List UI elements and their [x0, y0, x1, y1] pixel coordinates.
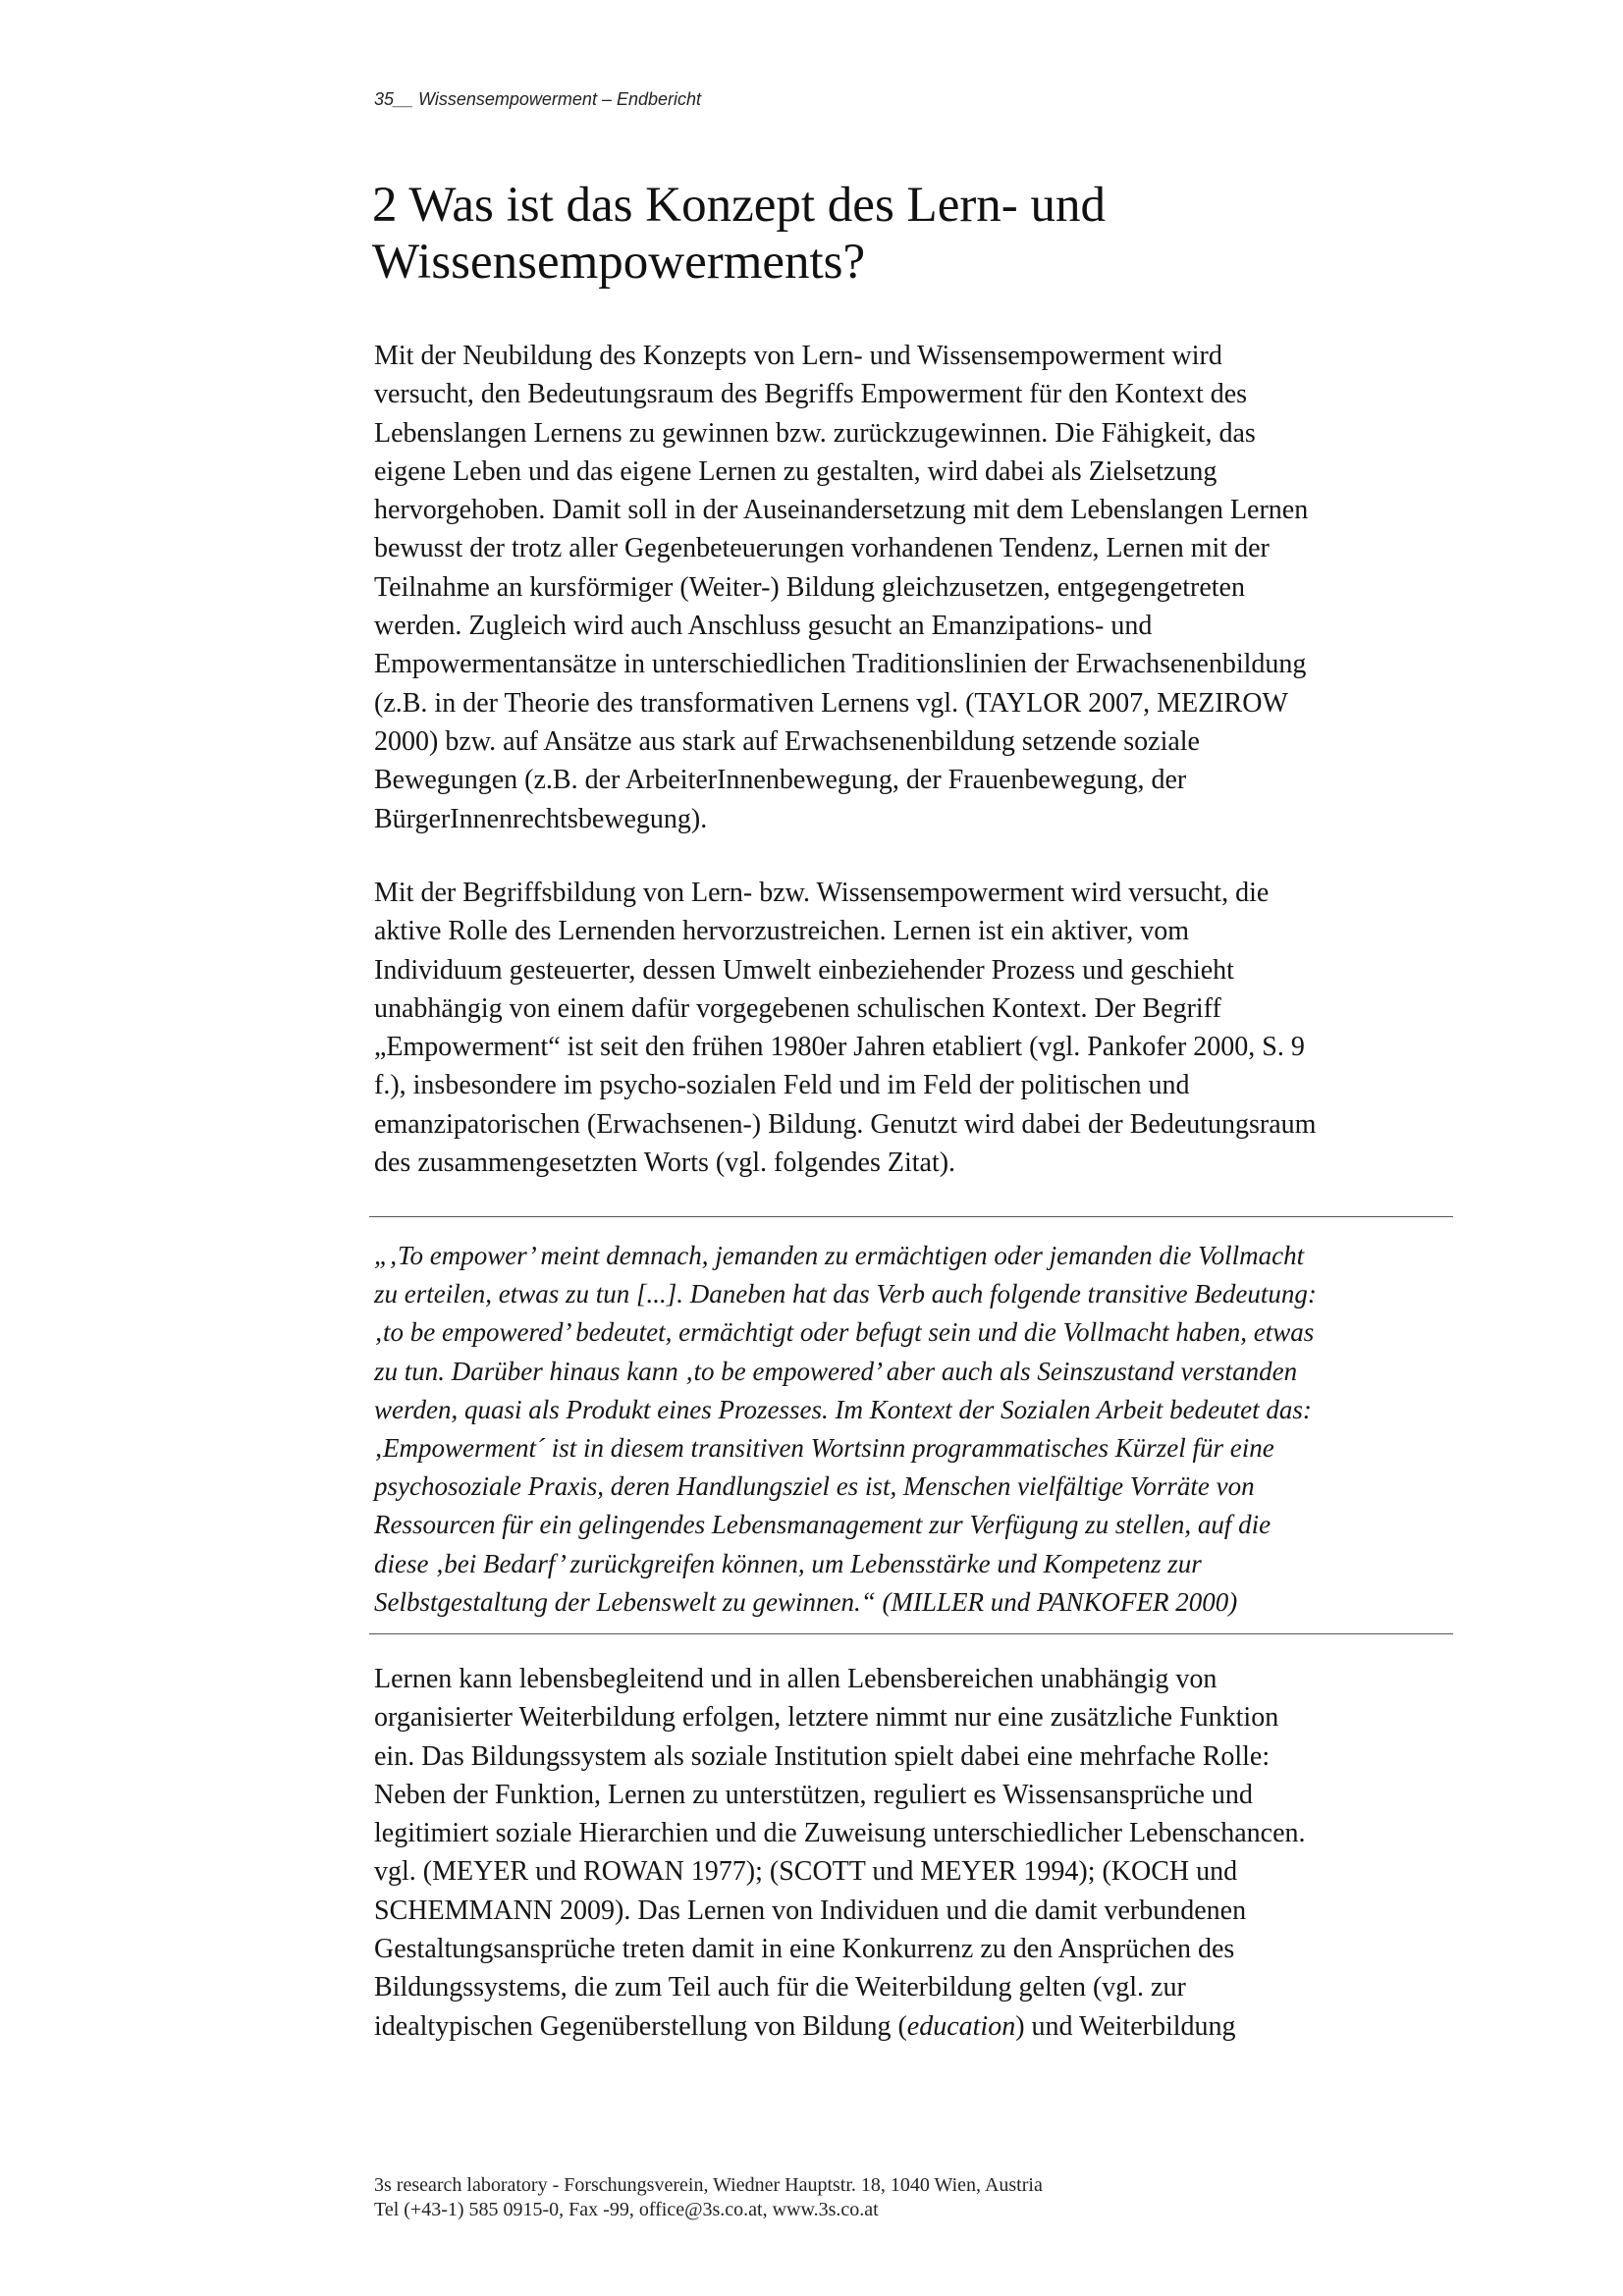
emphasized-term: education	[906, 2010, 1016, 2042]
footer-address: 3s research laboratory - Forschungsverein, Wiedner Hauptstr. 18, 1040 Wien, Austria	[374, 2174, 1043, 2196]
text-line: unabhängig von einem dafür vorgegebenen schulischen Kontext. Der Begriff	[374, 992, 1221, 1024]
running-header: 35__ Wissensempowerment – Endbericht	[374, 89, 702, 109]
text-line: (z.B. in der Theorie des transformativen Lernens vgl. (TAYLOR 2007, MEZIROW	[374, 687, 1288, 719]
quote-line: „‚To empower’ meint demnach, jemanden zu ermächtigen oder jemanden die Vollmacht	[374, 1241, 1305, 1270]
quote-line: psychosoziale Praxis, deren Handlungsziel es ist, Menschen vielfältige Vorräte von	[374, 1471, 1255, 1502]
text-line: eigene Leben und das eigene Lernen zu gestalten, wird dabei als Zielsetzung	[374, 455, 1217, 487]
text-line: legitimiert soziale Hierarchien und die Zuweisung unterschiedlicher Lebenschancen.	[374, 1818, 1306, 1849]
quote-line: Ressourcen für ein gelingendes Lebensmanagement zur Verfügung zu stellen, auf die	[374, 1510, 1271, 1540]
block-quote	[374, 1237, 1444, 1622]
footer-contact: Tel (+43-1) 585 0915-0, Fax -99, office@3s.co.at, www.3s.co.at	[374, 2199, 879, 2220]
text-fragment: ) und Weiterbildung	[1015, 2010, 1236, 2042]
quote-line: zu erteilen, etwas zu tun [...]. Daneben hat das Verb auch folgende transitive Bedeutung:	[374, 1279, 1317, 1309]
page-footer	[374, 2173, 1043, 2222]
text-line: des zusammengesetzten Worts (vgl. folgendes Zitat).	[374, 1148, 956, 1179]
text-line: f.), insbesondere im psycho-sozialen Feld und im Feld der politischen und	[374, 1070, 1190, 1101]
text-line: Neben der Funktion, Lernen zu unterstützen, reguliert es Wissensansprüche und	[374, 1779, 1253, 1810]
text-line: aktive Rolle des Lernenden hervorzustreichen. Lernen ist ein aktiver, vom	[374, 916, 1190, 947]
text-line: versucht, den Bedeutungsraum des Begriffs Empowerment für den Kontext des	[374, 379, 1248, 410]
text-line: hervorgehoben. Damit soll in der Auseinandersetzung mit dem Lebenslangen Lernen	[374, 495, 1309, 526]
text-line: 2000) bzw. auf Ansätze aus stark auf Erwachsenenbildung setzende soziale	[374, 725, 1200, 757]
text-line: vgl. (MEYER und ROWAN 1977); (SCOTT und MEYER 1994); (KOCH und	[374, 1856, 1238, 1888]
quote-line: ‚Empowerment´ ist in diesem transitiven Wortsinn programmatisches Kürzel für eine	[374, 1433, 1274, 1464]
chapter-title-line: 2 Was ist das Konzept des Lern- und	[372, 178, 1107, 233]
text-line: Lebenslangen Lernens zu gewinnen bzw. zurückzugewinnen. Die Fähigkeit, das	[374, 417, 1256, 449]
text-line: Lernen kann lebensbegleitend und in allen Lebensbereichen unabhängig von	[374, 1664, 1217, 1694]
text-line: Bildungssystems, die zum Teil auch für die Weiterbildung gelten (vgl. zur	[374, 1972, 1186, 2003]
text-line: Mit der Neubildung des Konzepts von Lern- und Wissensempowerment wird	[374, 341, 1222, 371]
text-line: Bewegungen (z.B. der ArbeiterInnenbewegung, der Frauenbewegung, der	[374, 765, 1187, 796]
body-paragraph-2	[374, 874, 1434, 1182]
text-line: Empowermentansätze in unterschiedlichen Traditionslinien der Erwachsenenbildung	[374, 649, 1307, 680]
text-line: SCHEMMANN 2009). Das Lernen von Individuen und die damit verbundenen	[374, 1895, 1247, 1926]
text-line: Teilnahme an kursförmiger (Weiter-) Bildung gleichzusetzen, entgegengetreten	[374, 571, 1245, 603]
quote-line: Selbstgestaltung der Lebenswelt zu gewinnen.“ (MILLER und PANKOFER 2000)	[374, 1586, 1238, 1617]
text-line: Mit der Begriffsbildung von Lern- bzw. Wissensempowerment wird versucht, die	[374, 878, 1270, 908]
text-line: ein. Das Bildungssystem als soziale Institution spielt dabei eine mehrfache Rolle:	[374, 1740, 1271, 1772]
quote-top-rule	[369, 1216, 1453, 1217]
text-line: Gestaltungsansprüche treten damit in eine Konkurrenz zu den Ansprüchen des	[374, 1934, 1235, 1965]
chapter-title-line: Wissensempowerments?	[372, 235, 866, 290]
text-line: werden. Zugleich wird auch Anschluss gesucht an Emanzipations- und	[374, 611, 1153, 642]
quote-line: ‚to be empowered’ bedeutet, ermächtigt oder befugt sein und die Vollmacht haben, etwas	[374, 1317, 1315, 1348]
text-fragment: idealtypischen Gegenüberstellung von Bildung (	[374, 2010, 907, 2042]
quote-line: diese ‚bei Bedarf’ zurückgreifen können, um Lebensstärke und Kompetenz zur	[374, 1548, 1202, 1578]
text-line: „Empowerment“ ist seit den frühen 1980er Jahren etabliert (vgl. Pankofer 2000, S. 9	[374, 1032, 1305, 1063]
quote-line: zu tun. Darüber hinaus kann ‚to be empowered’ aber auch als Seinszustand verstanden	[374, 1356, 1298, 1386]
quote-line: werden, quasi als Produkt eines Prozesses. Im Kontext der Sozialen Arbeit bedeutet das:	[374, 1394, 1312, 1424]
text-line: emanzipatorischen (Erwachsenen-) Bildung. Genutzt wird dabei der Bedeutungsraum	[374, 1108, 1317, 1140]
text-line: Individuum gesteuerter, dessen Umwelt einbeziehender Prozess und geschieht	[374, 954, 1234, 986]
text-line: BürgerInnenrechtsbewegung).	[374, 803, 708, 834]
chapter-title	[372, 177, 1354, 291]
text-line: organisierter Weiterbildung erfolgen, letztere nimmt nur eine zusätzliche Funktion	[374, 1702, 1279, 1734]
body-paragraph-1	[374, 337, 1434, 838]
text-line: bewusst der trotz aller Gegenbeteuerungen vorhandenen Tendenz, Lernen mit der	[374, 533, 1270, 564]
body-paragraph-3	[374, 1660, 1434, 2046]
quote-bottom-rule	[369, 1633, 1453, 1634]
text-line-last	[374, 2007, 1434, 2046]
